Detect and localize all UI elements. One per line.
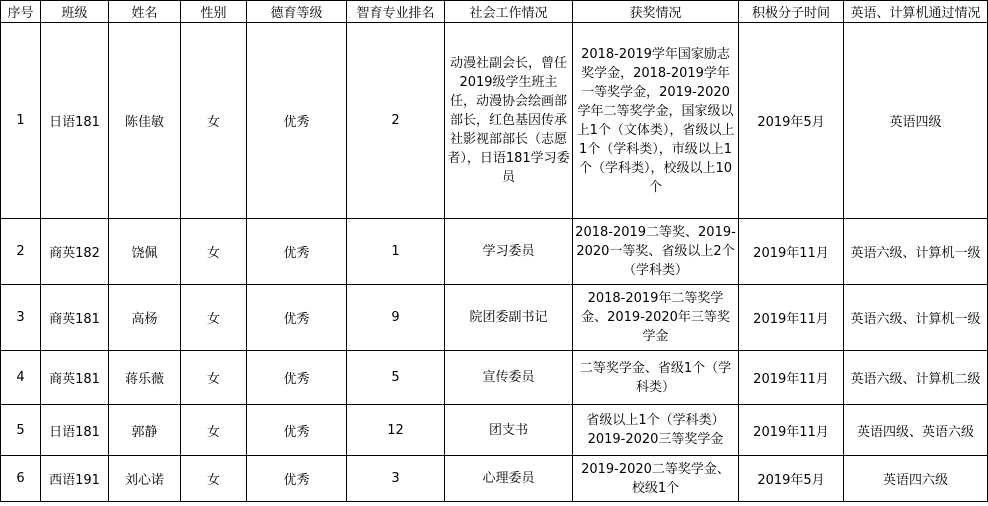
- cell-activist: 2019年11月: [739, 405, 844, 456]
- cell-name: 高杨: [109, 285, 181, 351]
- cell-certs: 英语六级、计算机一级: [844, 285, 988, 351]
- cell-gender: 女: [181, 219, 247, 285]
- cell-activist: 2019年11月: [739, 219, 844, 285]
- cell-class: 商英182: [41, 219, 109, 285]
- header-awards: 获奖情况: [573, 1, 739, 23]
- cell-rank: 3: [347, 456, 445, 502]
- header-moral: 德育等级: [247, 1, 347, 23]
- cell-class: 商英181: [41, 351, 109, 405]
- header-social: 社会工作情况: [445, 1, 573, 23]
- cell-class: 日语181: [41, 405, 109, 456]
- cell-name: 陈佳敏: [109, 23, 181, 219]
- cell-gender: 女: [181, 456, 247, 502]
- cell-rank: 1: [347, 219, 445, 285]
- cell-certs: 英语四级、英语六级: [844, 405, 988, 456]
- cell-gender: 女: [181, 405, 247, 456]
- table-row: [1, 405, 988, 456]
- table-row: [1, 351, 988, 405]
- cell-awards: 2018-2019二等奖、2019-2020一等奖、省级以上2个（学科类）: [573, 219, 739, 285]
- cell-social: 学习委员: [445, 219, 573, 285]
- cell-name: 郭静: [109, 405, 181, 456]
- table-row: [1, 219, 988, 285]
- cell-rank: 2: [347, 23, 445, 219]
- header-rank: 智育专业排名: [347, 1, 445, 23]
- cell-certs: 英语四六级: [844, 456, 988, 502]
- cell-moral: 优秀: [247, 285, 347, 351]
- cell-name: 饶佩: [109, 219, 181, 285]
- cell-rank: 5: [347, 351, 445, 405]
- cell-rank: 9: [347, 285, 445, 351]
- table-row: [1, 285, 988, 351]
- cell-certs: 英语六级、计算机二级: [844, 351, 988, 405]
- cell-social: 心理委员: [445, 456, 573, 502]
- cell-gender: 女: [181, 285, 247, 351]
- cell-no: 5: [1, 405, 41, 456]
- cell-gender: 女: [181, 351, 247, 405]
- header-class: 班级: [41, 1, 109, 23]
- cell-certs: 英语六级、计算机一级: [844, 219, 988, 285]
- cell-activist: 2019年5月: [739, 456, 844, 502]
- cell-no: 4: [1, 351, 41, 405]
- cell-moral: 优秀: [247, 405, 347, 456]
- table-row: [1, 456, 988, 502]
- header-gender: 性别: [181, 1, 247, 23]
- header-name: 姓名: [109, 1, 181, 23]
- cell-moral: 优秀: [247, 219, 347, 285]
- header-certs: 英语、计算机通过情况: [844, 1, 988, 23]
- cell-name: 刘心诺: [109, 456, 181, 502]
- cell-no: 2: [1, 219, 41, 285]
- cell-awards: 省级以上1个（学科类）2019-2020三等奖学金: [573, 405, 739, 456]
- cell-moral: 优秀: [247, 351, 347, 405]
- cell-rank: 12: [347, 405, 445, 456]
- cell-moral: 优秀: [247, 456, 347, 502]
- cell-name: 蒋乐薇: [109, 351, 181, 405]
- cell-social: 动漫社副会长，曾任2019级学生班主任，动漫协会绘画部部长，红色基因传承社影视部部长（志愿者），日语181学习委员: [445, 23, 573, 219]
- cell-activist: 2019年11月: [739, 351, 844, 405]
- cell-social: 宣传委员: [445, 351, 573, 405]
- cell-class: 日语181: [41, 23, 109, 219]
- cell-class: 西语191: [41, 456, 109, 502]
- cell-no: 1: [1, 23, 41, 219]
- cell-no: 3: [1, 285, 41, 351]
- cell-awards: 二等奖学金、省级1个（学科类）: [573, 351, 739, 405]
- table-row: [1, 23, 988, 219]
- cell-moral: 优秀: [247, 23, 347, 219]
- cell-activist: 2019年5月: [739, 23, 844, 219]
- cell-no: 6: [1, 456, 41, 502]
- cell-social: 团支书: [445, 405, 573, 456]
- cell-awards: 2019-2020二等奖学金、校级1个: [573, 456, 739, 502]
- cell-class: 商英181: [41, 285, 109, 351]
- cell-gender: 女: [181, 23, 247, 219]
- header-row: [1, 1, 988, 23]
- header-activist: 积极分子时间: [739, 1, 844, 23]
- header-no: 序号: [1, 1, 41, 23]
- cell-certs: 英语四级: [844, 23, 988, 219]
- cell-awards: 2018-2019学年国家励志奖学金，2018-2019学年一等奖学金，2019-2020学年二等奖学金，国家级以上1个（文体类），省级以上1个（学科类），市级以上1个（学科类），校级以上10个: [573, 23, 739, 219]
- cell-social: 院团委副书记: [445, 285, 573, 351]
- cell-awards: 2018-2019年二等奖学金、2019-2020年三等奖学金: [573, 285, 739, 351]
- cell-activist: 2019年11月: [739, 285, 844, 351]
